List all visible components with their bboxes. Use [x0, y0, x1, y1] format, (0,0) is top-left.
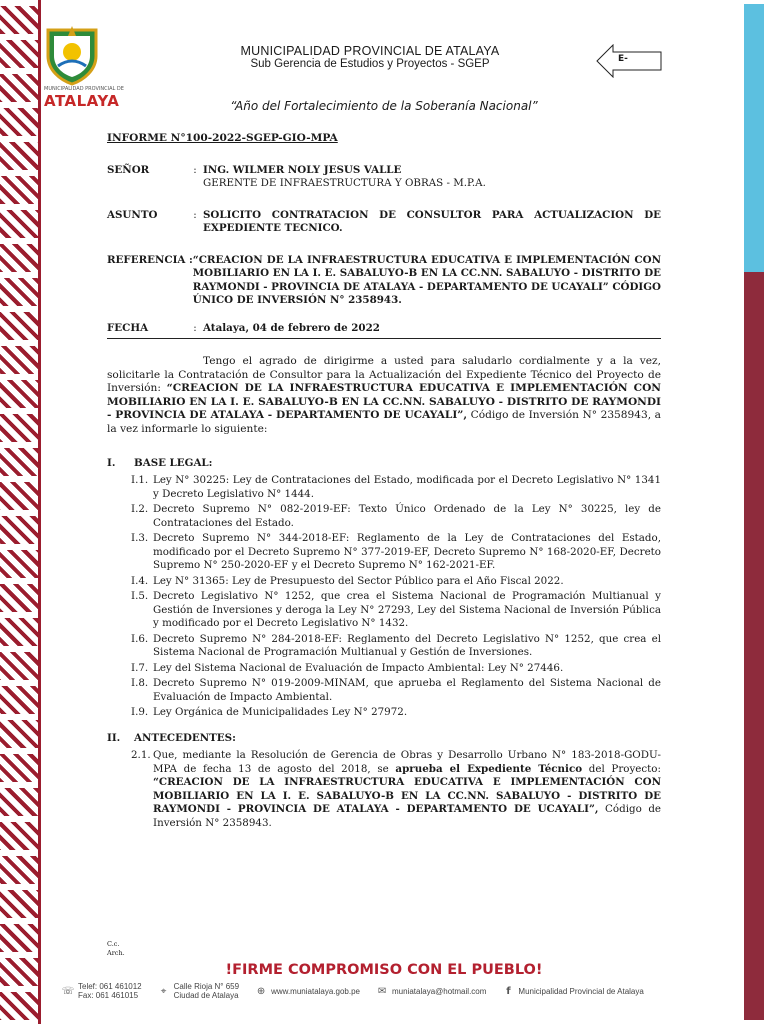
- item-text-part: Código de Inversión N° 2358943.: [153, 803, 662, 829]
- intro-paragraph: [107, 355, 661, 437]
- arrow-label: E-: [618, 54, 628, 64]
- phone-icon: ☏: [61, 985, 75, 997]
- subject-text: SOLICITO CONTRATACION DE CONSULTOR PARA ACTUALIZACION DE EXPEDIENTE TECNICO.: [203, 208, 661, 234]
- year-slogan: “Año del Fortalecimiento de la Soberanía Nacional”: [230, 99, 538, 113]
- item-number: I.9.: [131, 706, 149, 719]
- section-number: II.: [107, 731, 121, 744]
- item-number: I.5.: [131, 590, 149, 603]
- left-border-line: [38, 0, 41, 1024]
- reference-label: REFERENCIA :: [107, 253, 193, 266]
- footer-email[interactable]: [376, 985, 486, 997]
- item-bold-part: “CREACION DE LA INFRAESTRUCTURA EDUCATIVA E IMPLEMENTACIÓN CON MOBILIARIO EN LA I. E. SABALUYO-B EN LA CC.NN. SABALUYO - DISTRITO DE RAYMONDI - PROVINCIA DE ATALAYA - DEPARTAMENTO DE UCAYALI”,: [153, 776, 661, 816]
- section-number: I.: [107, 456, 116, 469]
- location-pin-icon: ⌖: [160, 985, 167, 997]
- website-link[interactable]: www.muniatalaya.gob.pe: [271, 986, 361, 996]
- report-number: INFORME N°100-2022-SGEP-GIO-MPA: [107, 132, 338, 144]
- item-text: Ley Orgánica de Municipalidades Ley N° 27972.: [153, 706, 408, 719]
- section-legal-basis-title: [107, 457, 661, 471]
- list-item: [131, 503, 661, 530]
- section-heading: BASE LEGAL:: [134, 456, 213, 469]
- globe-icon: ⊕: [256, 985, 266, 997]
- copy-notation: [107, 940, 125, 958]
- item-text-part: del Proyecto:: [582, 762, 661, 775]
- footer-facebook[interactable]: [502, 985, 643, 997]
- reference-row: [107, 254, 661, 308]
- facebook-link[interactable]: Municipalidad Provincial de Atalaya: [518, 986, 644, 996]
- intro-project-name: “CREACION DE LA INFRAESTRUCTURA EDUCATIVA E IMPLEMENTACIÓN CON MOBILIARIO EN LA I. E. SABALUYO-B EN LA CC.NN. SABALUYO - DISTRITO DE RAYMONDI - PROVINCIA DE ATALAYA - DEPARTAMENTO DE UCAYALI”,: [107, 382, 661, 422]
- background-list: [131, 749, 661, 830]
- item-text: Decreto Supremo N° 284-2018-EF: Reglamento del Decreto Legislativo N° 1252, que crea el Sistema Nacional de Programación Multianual y Gestión de Inversiones.: [153, 632, 661, 659]
- item-number: I.2.: [131, 503, 149, 516]
- right-blue-bar: [744, 4, 764, 274]
- sub-org-name: Sub Gerencia de Estudios y Proyectos - SGEP: [250, 58, 490, 70]
- item-number: I.1.: [131, 474, 149, 487]
- list-item: [131, 532, 661, 573]
- phone-text: Telef: 061 461012: [78, 982, 142, 991]
- item-text: Decreto Supremo N° 019-2009-MINAM, que aprueba el Reglamento del Sistema Nacional de Evaluación de Impacto Ambiental.: [153, 677, 661, 703]
- address-line: Calle Rioja N° 659: [173, 982, 240, 991]
- recipient-row: [107, 164, 661, 191]
- item-text: Ley del Sistema Nacional de Evaluación de Impacto Ambiental: Ley N° 27446.: [153, 661, 564, 674]
- org-name: MUNICIPALIDAD PROVINCIAL DE ATALAYA: [240, 44, 500, 58]
- recipient-label: SEÑOR: [107, 163, 150, 176]
- list-item: [131, 706, 661, 720]
- logo-name: ATALAYA: [44, 92, 120, 110]
- list-item: [131, 749, 661, 830]
- intro-text-2: Código de Inversión N° 2358943, a la vez informarle lo siguiente:: [107, 409, 661, 435]
- footer-motto: !FIRME COMPROMISO CON EL PUEBLO!: [225, 962, 543, 978]
- item-number: I.6.: [131, 632, 149, 645]
- footer-web[interactable]: [255, 985, 360, 997]
- item-text-part: Que, mediante la Resolución de Gerencia de Obras y Desarrollo Urbano N° 183-2018-GODU-MPA de fecha 13 de agosto del 2018, se: [153, 749, 661, 775]
- municipality-shield-logo: [40, 22, 104, 86]
- section-background-title: [107, 732, 661, 746]
- list-item: [131, 590, 661, 631]
- item-number: I.8.: [131, 677, 149, 690]
- intro-text-1: Tengo el agrado de dirigirme a usted para saludarlo cordialmente y a la vez, solicitarle la Contratación de Consultor para la Actualización del Expediente Técnico del Proyecto de Inversión:: [107, 355, 661, 395]
- letterhead: [200, 44, 540, 70]
- right-maroon-bar: [744, 272, 764, 1020]
- item-bold-part: aprueba el Expediente Técnico: [395, 762, 583, 775]
- decorative-left-border: [0, 0, 40, 1024]
- item-text: [153, 749, 661, 830]
- list-item: [131, 633, 661, 660]
- archive-label: Arch.: [107, 949, 125, 957]
- item-text: Decreto Supremo N° 344-2018-EF: Reglamento de la Ley de Contrataciones del Estado, modificado por el Decreto Supremo N° 377-2019-EF, Decreto Supremo N° 168-2020-EF, Decreto Supremo N° 250-2020-EF y el Decreto Supremo N° 162-2021-EF.: [153, 532, 661, 572]
- cc-label: C.c.: [107, 940, 120, 948]
- colon: :: [193, 321, 197, 334]
- item-number: I.7.: [131, 661, 149, 674]
- item-text: Decreto Supremo N° 082-2019-EF: Texto Único Ordenado de la Ley N° 30225, ley de Contrataciones del Estado.: [153, 503, 661, 529]
- footer-contacts: [62, 982, 742, 1000]
- item-number: I.3.: [131, 532, 149, 545]
- date-text: Atalaya, 04 de febrero de 2022: [203, 321, 380, 334]
- envelope-icon: ✉: [377, 985, 387, 997]
- reference-text: “CREACION DE LA INFRAESTRUCTURA EDUCATIVA E IMPLEMENTACIÓN CON MOBILIARIO EN LA I. E. SABALUYO-B EN LA CC.NN. SABALUYO - DISTRITO DE RAYMONDI - PROVINCIA DE ATALAYA - DEPARTAMENTO DE UCAYALI” CÓDIGO ÚNICO DE INVERSIÓN N° 2358943.: [192, 253, 661, 306]
- logo-small-text: MUNICIPALIDAD PROVINCIAL DE: [44, 86, 124, 92]
- list-item: [131, 677, 661, 704]
- item-text: Decreto Legislativo N° 1252, que crea el Sistema Nacional de Programación Multianual y Gestión de Inversiones y deroga la Ley N° 27293, Ley del Sistema Nacional de Inversión Pública y modificado por el Decreto Legislativo N° 1432.: [153, 590, 661, 630]
- legal-basis-list: [131, 474, 661, 720]
- colon: :: [193, 208, 197, 221]
- footer-address: [158, 982, 239, 1000]
- date-row: [107, 322, 661, 340]
- section-heading: ANTECEDENTES:: [134, 731, 236, 744]
- document-body: [107, 132, 661, 832]
- recipient-name: ING. WILMER NOLY JESUS VALLE: [203, 163, 402, 176]
- facebook-icon: f: [506, 985, 511, 997]
- list-item: [131, 662, 661, 676]
- fax-text: Fax: 061 461015: [78, 991, 139, 1000]
- colon: :: [193, 163, 197, 176]
- left-arrow-icon: [596, 44, 662, 78]
- item-text: Ley N° 31365: Ley de Presupuesto del Sector Público para el Año Fiscal 2022.: [153, 574, 564, 587]
- subject-label: ASUNTO: [107, 208, 158, 221]
- email-link[interactable]: muniatalaya@hotmail.com: [392, 986, 487, 996]
- item-text: Ley N° 30225: Ley de Contrataciones del Estado, modificada por el Decreto Legislativo N° 1341 y Decreto Legislativo N° 1444.: [153, 474, 661, 500]
- footer-phone: [62, 982, 142, 1000]
- list-item: [131, 575, 661, 589]
- list-item: [131, 474, 661, 501]
- item-number: I.4.: [131, 574, 149, 587]
- address-city: Ciudad de Atalaya: [173, 991, 239, 1000]
- subject-row: [107, 209, 661, 236]
- item-number: 2.1.: [131, 749, 151, 762]
- date-label: FECHA: [107, 321, 149, 334]
- recipient-title: GERENTE DE INFRAESTRUCTURA Y OBRAS - M.P.A.: [203, 177, 486, 189]
- arrow-stamp: [596, 44, 662, 78]
